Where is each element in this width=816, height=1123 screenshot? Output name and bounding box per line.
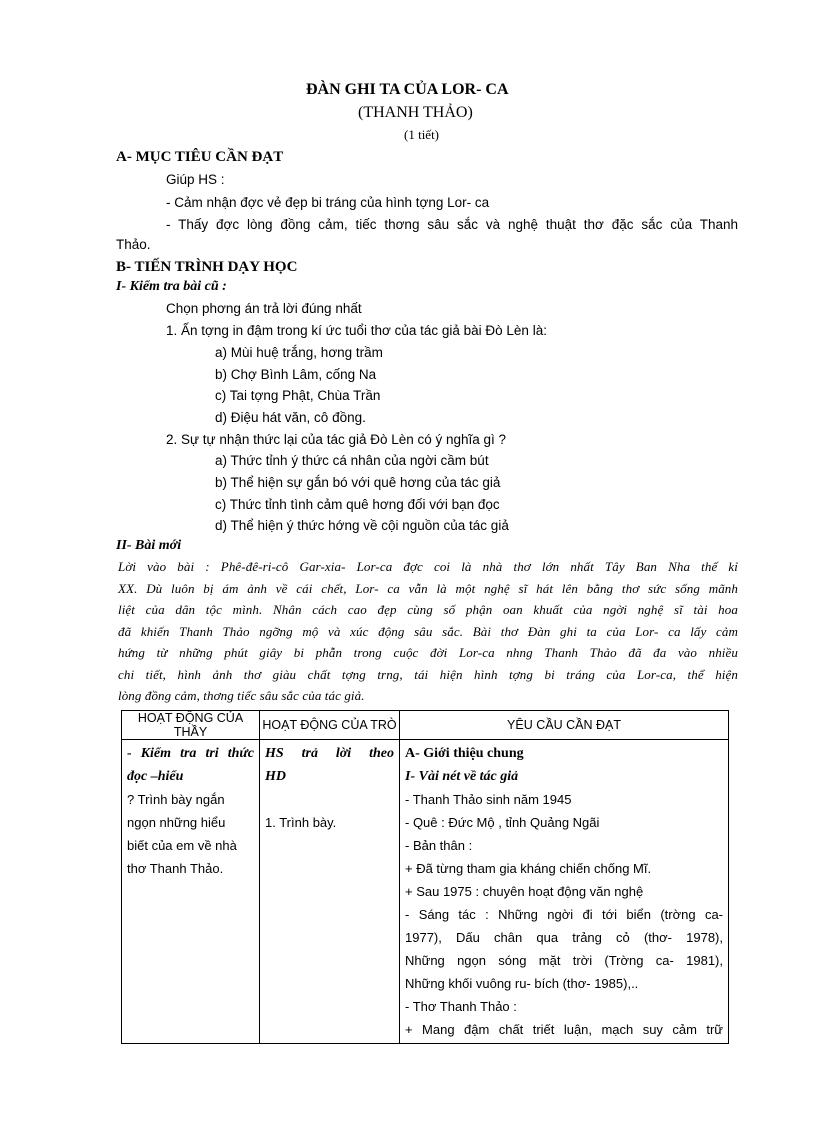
answer-option: d) Điệu hát văn, cô đồng. (215, 410, 366, 425)
teacher-heading: - Kiểm tra tri thức (127, 746, 254, 761)
goal-item: - Cảm nhận đợc vẻ đẹp bi tráng của hình tợng Lor- ca (166, 195, 490, 210)
answer-option: d) Thể hiện ý thức hớng về cội nguồn của tác giả (215, 518, 509, 533)
requirement-line: - Bản thân : (405, 838, 473, 853)
answer-option: c) Thức tỉnh tình cảm quê hơng đối với bạn đọc (215, 497, 500, 512)
intro-line: Lời vào bài : Phê-đê-ri-cô Gar-xia- Lor-ca đợc coi là nhà thơ lớn nhất Tây Ban Nha thế kỉ (118, 559, 738, 574)
student-activity-cell (260, 740, 400, 1044)
answer-option: b) Chợ Bình Lâm, cống Na (215, 367, 377, 382)
page-title: ĐÀN GHI TA CỦA LOR- CA (306, 81, 509, 98)
requirement-line: 1977), Dấu chân qua trảng cỏ (thơ- 1978), (405, 930, 723, 945)
requirement-line: Những ngọn sóng mặt trời (Trờng ca- 1981), (405, 953, 723, 968)
teacher-activity-cell (122, 740, 260, 1044)
table-header-row (122, 711, 729, 740)
answer-option: a) Thức tỉnh ý thức cá nhân của ngời cầm bút (215, 453, 489, 468)
section-a-intro: Giúp HS : (166, 172, 225, 187)
answer-option: c) Tai tợng Phật, Chùa Trần (215, 388, 381, 403)
teacher-heading: đọc –hiểu (127, 769, 184, 784)
goal-continuation: Thảo. (116, 237, 151, 252)
intro-line: đã khiến Thanh Thảo ngỡng mộ và xúc động sâu sắc. Bài thơ Đàn ghi ta của Lor- ca lấy cảm (118, 623, 738, 639)
requirements-section: A- Giới thiệu chung (405, 746, 524, 761)
goal-item: - Thấy đợc lòng đồng cảm, tiếc thơng sâu sắc và nghệ thuật thơ đặc sắc của Thanh (166, 217, 738, 232)
author-name: (THANH THẢO) (358, 104, 473, 121)
student-heading: HS trả lời theo (265, 746, 394, 761)
requirement-line: - Thanh Thảo sinh năm 1945 (405, 792, 572, 807)
part2-heading: II- Bài mới (116, 538, 182, 553)
part1-heading: I- Kiểm tra bài cũ : (116, 279, 227, 294)
requirement-line: + Sau 1975 : chuyên hoạt động văn nghệ (405, 884, 644, 899)
requirement-line: Những khối vuông ru- bích (thơ- 1985),.. (405, 976, 639, 991)
question: 1. Ấn tợng in đậm trong kí ức tuổi thơ của tác giả bài Đò Lèn là: (166, 323, 547, 338)
requirement-line: + Đã từng tham gia kháng chiến chống Mĩ. (405, 861, 652, 876)
requirement-line: - Quê : Đức Mộ , tỉnh Quảng Ngãi (405, 815, 600, 830)
intro-line: XX. Dù luôn bị ám ảnh về cái chết, Lor- ca vẫn là một nghệ sĩ hát lên bằng thơ sức sống mãnh (118, 580, 738, 596)
answer-option: b) Thể hiện sự gắn bó với quê hơng của tác giả (215, 475, 501, 490)
intro-line: chi tiết, hình ảnh thơ giàu chất tợng trng, tái hiện hình tợng bi tráng của Lor-ca, thể hiện (118, 666, 738, 682)
lesson-plan-table (121, 710, 729, 1044)
table-row (122, 740, 729, 1044)
teacher-text-line: biết của em về nhà (127, 838, 237, 853)
requirement-line: + Mang đậm chất triết luận, mạch suy cảm trữ (405, 1022, 723, 1037)
requirement-line: - Sáng tác : Những ngời đi tới biển (trờng ca- (405, 907, 723, 922)
teacher-text-line: thơ Thanh Thảo. (127, 861, 224, 876)
intro-line: lòng đồng cảm, thơng tiếc sâu sắc của tác giả. (118, 688, 365, 703)
teacher-text-line: ? Trình bày ngắn (127, 792, 225, 807)
answer-option: a) Mùi huệ trắng, hơng trầm (215, 345, 383, 360)
question: 2. Sự tự nhận thức lại của tác giả Đò Lèn có ý nghĩa gì ? (166, 432, 507, 447)
requirements-cell (400, 740, 729, 1044)
teacher-text-line: ngọn những hiểu (127, 815, 226, 830)
section-b-heading: B- TIẾN TRÌNH DẠY HỌC (116, 259, 298, 275)
lesson-intro-paragraph (118, 556, 738, 707)
requirement-line: - Thơ Thanh Thảo : (405, 999, 517, 1014)
student-heading: HD (265, 769, 286, 784)
instruction: Chọn phơng án trả lời đúng nhất (166, 301, 362, 316)
duration-label: (1 tiết) (404, 127, 440, 142)
student-answer: 1. Trình bày. (265, 815, 337, 830)
intro-line: liệt của dân tộc mình. Nhân cách cao đẹp cùng số phận oan khuất của ngời nghệ sĩ tài hoa (118, 602, 738, 617)
section-a-heading: A- MỤC TIÊU CẦN ĐẠT (116, 149, 284, 165)
requirements-subsection: I- Vài nét về tác giả (405, 769, 519, 784)
column-header-requirements: YÊU CẦU CẦN ĐẠT (400, 711, 729, 740)
intro-line: hứng từ những phút giây bi phẫn trong cuộc đời Lor-ca nhng Thanh Thảo đã đa vào nhiều (118, 645, 738, 660)
column-header-student: HOẠT ĐỘNG CỦA TRÒ (260, 711, 400, 740)
column-header-teacher: HOẠT ĐỘNG CỦA THẦY (122, 711, 260, 740)
